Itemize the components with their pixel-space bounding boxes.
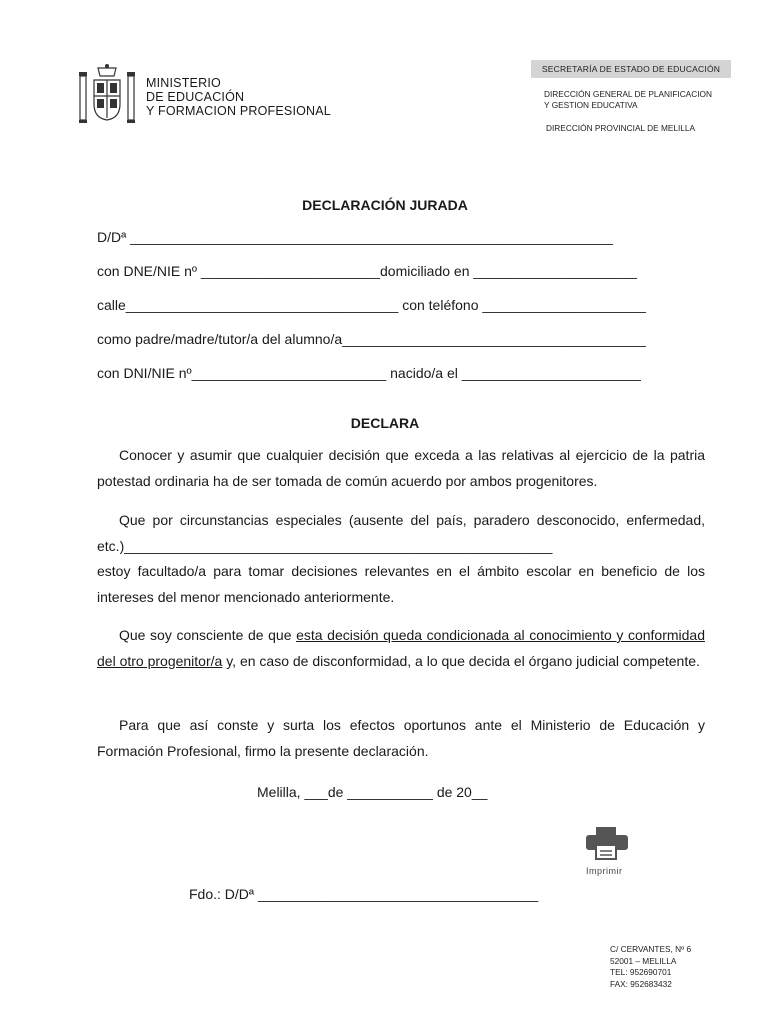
secretaria-banner: SECRETARÍA DE ESTADO DE EDUCACIÓN [531, 60, 731, 78]
paragraph-2 [97, 508, 705, 610]
field-name: D/Dª ______________________________________________________________ [97, 229, 613, 245]
coat-of-arms-icon [76, 62, 138, 126]
direccion-provincial: DIRECCIÓN PROVINCIAL DE MELILLA [546, 123, 696, 133]
printer-icon[interactable] [584, 826, 630, 860]
document-title: DECLARACIÓN JURADA [302, 197, 468, 213]
paragraph-4-text: Para que así conste y surta los efectos oportunos ante el Ministerio de Educación y Formación Profesional, firmo la presente declaración. [97, 717, 705, 759]
address-block [610, 944, 691, 990]
ministry-line: Y FORMACION PROFESIONAL [146, 104, 331, 118]
field-calle-telefono: calle___________________________________ con teléfono _____________________ [97, 297, 646, 313]
paragraph-1-text: Conocer y asumir que cualquier decisión que exceda a las relativas al ejercicio de la patria potestad ordinaria ha de ser tomada de común acuerdo por ambos progenitores. [97, 447, 705, 489]
field-dne-domicilio: con DNE/NIE nº _______________________domiciliado en _____________________ [97, 263, 637, 279]
paragraph-2-text: Que por circunstancias especiales (ausente del país, paradero desconocido, enfermedad, etc.)_______________________________________________________ [97, 512, 705, 554]
paragraph-4 [97, 713, 705, 764]
address-line: FAX: 952683432 [610, 978, 672, 989]
paragraph-1 [97, 443, 705, 494]
paragraph-2-rest: estoy facultado/a para tomar decisiones relevantes en el ámbito escolar en beneficio de los intereses del menor mencionado anteriormente. [97, 563, 705, 605]
ministry-line: MINISTERIO [146, 76, 221, 90]
paragraph-3 [97, 623, 705, 674]
field-alumno: como padre/madre/tutor/a del alumno/a_______________________________________ [97, 331, 646, 347]
declara-heading: DECLARA [350, 415, 420, 431]
direccion-general-line: DIRECCIÓN GENERAL DE PLANIFICACION [544, 89, 712, 99]
paragraph-3-underlined: esta decisión queda condicionada al conocimiento y conformidad del otro progenitor/a [97, 627, 705, 669]
field-dni-nacido: con DNI/NIE nº_________________________ nacido/a el _______________________ [97, 365, 641, 381]
signature-line: Fdo.: D/Dª ____________________________________ [189, 886, 539, 902]
direccion-general [544, 89, 712, 111]
address-line: C/ CERVANTES, Nº 6 [610, 944, 692, 954]
place-date-line: Melilla, ___de ___________ de 20__ [257, 784, 488, 800]
address-line: TEL: 952690701 [610, 967, 672, 977]
paragraph-3-before: Que soy consciente de que [119, 627, 297, 643]
paragraph-3-after: y, en caso de disconformidad, a lo que decida el órgano judicial competente. [222, 652, 700, 669]
ministry-name [146, 76, 331, 118]
ministry-line: DE EDUCACIÓN [146, 90, 245, 104]
address-line: 52001 – MELILLA [610, 955, 677, 966]
direccion-general-line: Y GESTION EDUCATIVA [544, 100, 638, 110]
print-button-label[interactable]: Imprimir [586, 866, 623, 876]
